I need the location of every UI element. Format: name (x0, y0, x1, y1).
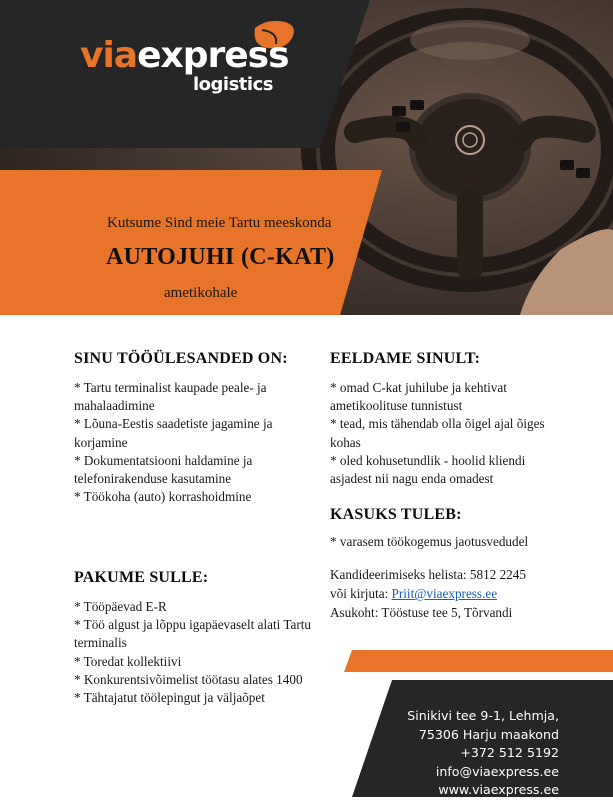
contact-phone: Kandideerimiseks helista: 5812 2245 (330, 567, 526, 582)
bonus-list (330, 533, 590, 551)
contact-write-prefix: või kirjuta: (330, 586, 392, 601)
bonus-item: * varasem töökogemus jaotusvedudel (330, 534, 529, 549)
offer-item: * Konkurentsivõimelist töötasu alates 1400 (74, 671, 303, 687)
duty-item: * Töökoha (auto) korrashoidmine (74, 489, 252, 505)
duties-list (74, 379, 314, 506)
footer-orange-stripe (344, 650, 613, 672)
requirement-item: * oled kohusetundlik - hoolid kliendi asjadest nii nagu enda omadest (330, 452, 526, 487)
brand-logo (80, 35, 289, 76)
footer-address-line1: Sinikivi tee 9-1, Lehmja, (407, 708, 559, 723)
footer-phone: +372 512 5192 (460, 745, 559, 761)
logo-logistics: logistics (193, 74, 273, 95)
footer-email[interactable]: info@viaexpress.ee (435, 763, 559, 779)
offer-heading: PAKUME SULLE: (74, 569, 209, 586)
footer-address-line2: 75306 Harju maakond (418, 726, 559, 742)
offer-item: * Tööpäevad E-R (74, 599, 167, 614)
contact-location: Asukoht: Tööstuse tee 5, Tõrvandi (330, 605, 513, 620)
footer-website[interactable]: www.viaexpress.ee (438, 782, 559, 798)
footer-contact (407, 707, 559, 800)
requirement-item: * tead, mis tähendab olla õigel ajal õiges kohas (330, 416, 545, 450)
contact-email-link[interactable]: Priit@viaexpress.ee (391, 586, 498, 601)
bonus-heading: KASUKS TULEB: (330, 506, 462, 523)
duty-item: * Lõuna-Eestis saadetiste jagamine ja korjamine (74, 416, 273, 450)
duty-item: * Tartu terminalist kaupade peale- ja mahalaadimine (74, 380, 267, 414)
requirements-heading: EELDAME SINULT: (330, 350, 481, 367)
offer-item: * Töö algust ja lõppu igapäevaselt alati Tartu terminalis (74, 617, 312, 651)
job-subtitle: ametikohale (164, 285, 238, 301)
logo-via: via (80, 35, 138, 76)
hero-invite: Kutsume Sind meie Tartu meeskonda (107, 215, 332, 231)
job-title: AUTOJUHI (C-KAT) (106, 244, 335, 270)
offer-item: * Toredat kollektiivi (74, 653, 182, 669)
requirement-item: * omad C-kat juhilube ja kehtivat ametikoolituse tunnistust (330, 380, 507, 414)
logo-express: express (137, 35, 289, 76)
offer-item: * Tähtajatut töölepingut ja väljaõpet (74, 690, 265, 706)
duty-item: * Dokumentatsiooni haldamine ja telefonirakenduse kasutamine (74, 452, 253, 487)
duties-heading: SINU TÖÖÜLESANDED ON: (74, 350, 288, 367)
requirements-list (330, 379, 570, 488)
contact-email-line (330, 586, 497, 602)
